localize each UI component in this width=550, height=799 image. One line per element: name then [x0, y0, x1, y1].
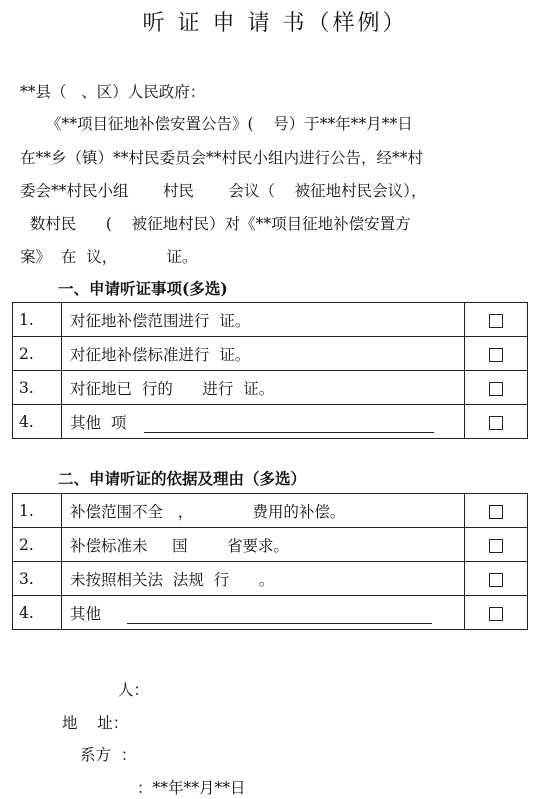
item-text: 其他: [70, 604, 102, 623]
section1-heading: 一、申请听证事项(多选): [58, 279, 228, 298]
checkbox[interactable]: [489, 314, 503, 328]
checkbox-cell: [465, 596, 528, 630]
checkbox[interactable]: [489, 539, 503, 553]
item-number: 4.: [13, 596, 62, 630]
checkbox[interactable]: [489, 607, 503, 621]
table-row: [13, 405, 528, 439]
checkbox[interactable]: [489, 573, 503, 587]
checkbox[interactable]: [489, 416, 503, 430]
section2-heading: 二、申请听证的依据及理由（多选）: [58, 469, 307, 488]
checkbox[interactable]: [489, 382, 503, 396]
item-number: 4.: [13, 405, 62, 439]
table-row: [13, 337, 528, 371]
item-number: 2.: [13, 337, 62, 371]
checkbox[interactable]: [489, 348, 503, 362]
table-row: [13, 562, 528, 596]
item-text: 未按照相关法 法规 行 。: [62, 562, 465, 596]
document-title: 听 证 申 请 书（样例）: [142, 11, 408, 36]
section1-table: [12, 302, 528, 439]
item-text-with-blank: [62, 405, 465, 439]
item-text: 补偿范围不全 ， 费用的补偿。: [62, 494, 465, 528]
item-text: 对征地补偿标准进行 证。: [62, 337, 465, 371]
table-row: [13, 596, 528, 630]
checkbox-cell: [465, 337, 528, 371]
table-row: [13, 528, 528, 562]
item-number: 1.: [13, 303, 62, 337]
fill-in-line[interactable]: [144, 418, 434, 433]
item-text: 其他 项: [70, 413, 127, 432]
section2-table: [12, 493, 528, 630]
item-number: 1.: [13, 494, 62, 528]
checkbox-cell: [465, 494, 528, 528]
body-line-2: 在**乡（镇）**村民委员会**村民小组内进行公告，经**村: [20, 149, 424, 167]
contact-label: 系方 ：: [80, 746, 137, 764]
item-text: 补偿标准未 国 省要求。: [62, 528, 465, 562]
item-text: 对征地补偿范围进行 证。: [62, 303, 465, 337]
applicant-label: 人：: [118, 681, 150, 699]
checkbox[interactable]: [489, 505, 503, 519]
table-row: [13, 303, 528, 337]
addressee: **县（ 、区）人民政府：: [20, 83, 206, 101]
body-line-1: 《**项目征地补偿安置公告》( 号）于**年**月**日: [46, 115, 413, 133]
checkbox-cell: [465, 371, 528, 405]
item-number: 3.: [13, 562, 62, 596]
checkbox-cell: [465, 528, 528, 562]
table-row: [13, 371, 528, 405]
body-line-3: 委会**村民小组 村民 会议（ 被征地村民会议），: [20, 182, 427, 200]
item-text: 对征地已 行的 进行 证。: [62, 371, 465, 405]
checkbox-cell: [465, 405, 528, 439]
item-text-with-blank: [62, 596, 465, 630]
date-label: ：**年**月**日: [137, 779, 246, 797]
checkbox-cell: [465, 303, 528, 337]
table-row: [13, 494, 528, 528]
address-label: 地 址：: [62, 714, 129, 732]
checkbox-cell: [465, 562, 528, 596]
item-number: 3.: [13, 371, 62, 405]
fill-in-line[interactable]: [127, 609, 432, 624]
body-line-4: 数村民 ( 被征地村民）对《**项目征地补偿安置方: [20, 215, 411, 233]
body-line-5: 案》 在 议， 证。: [20, 248, 198, 266]
item-number: 2.: [13, 528, 62, 562]
